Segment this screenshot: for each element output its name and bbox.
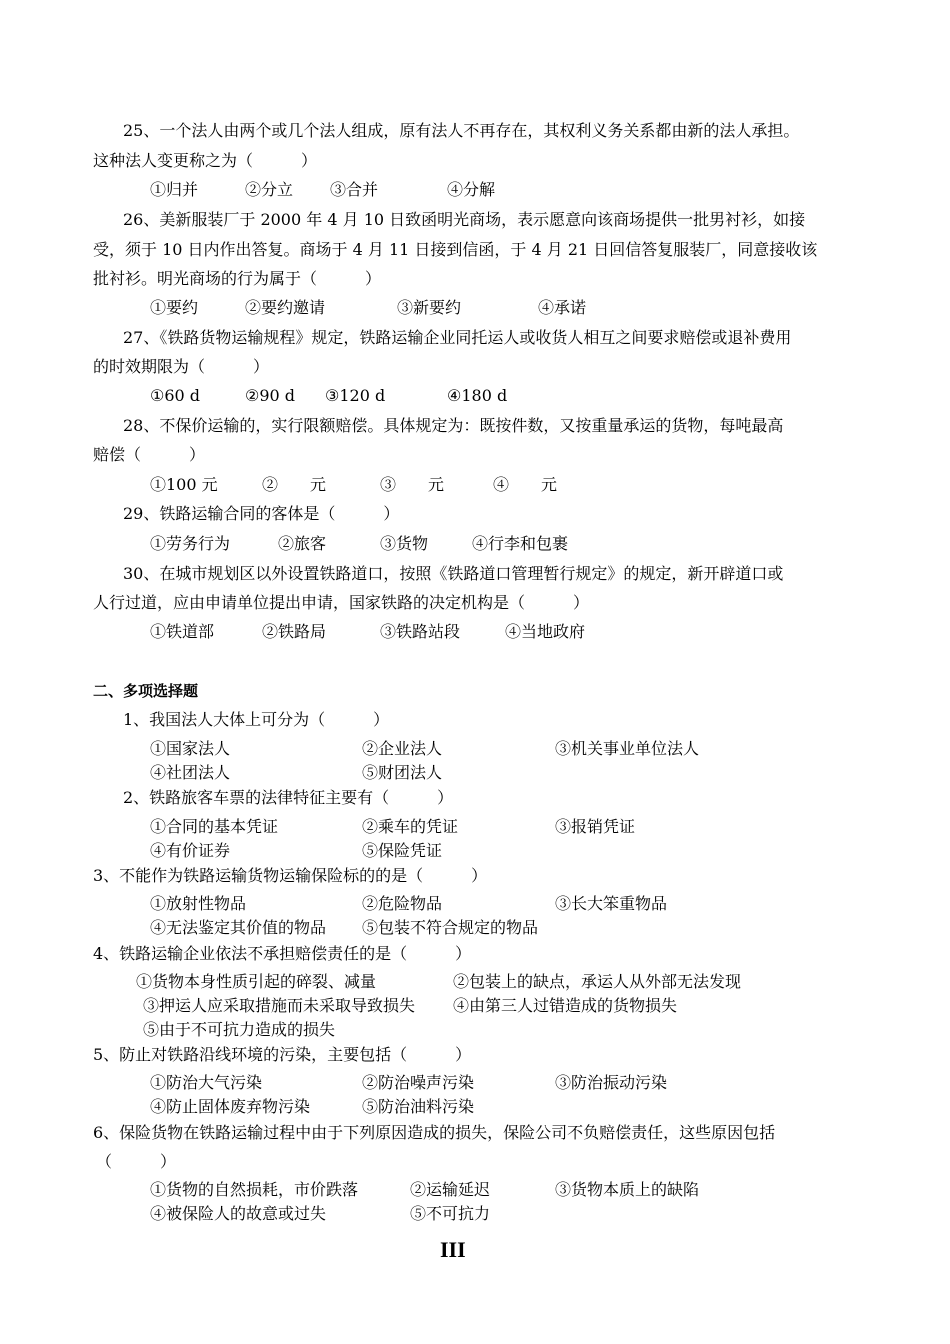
q26-line-1: 26、美新服装厂于 2000 年 4 月 10 日致函明光商场，表示愿意向该商场提供一批男衬衫，如接 — [123, 210, 806, 229]
m6-option-3: ③货物本质上的缺陷 — [555, 1180, 700, 1199]
m2-option-3: ③报销凭证 — [555, 817, 636, 836]
q28-line-1: 28、不保价运输的，实行限额赔偿。具体规定为：既按件数，又按重量承运的货物，每吨最高 — [123, 416, 784, 435]
m6-option-4: ④被保险人的故意或过失 — [150, 1204, 327, 1223]
q29-line-1: 29、铁路运输合同的客体是（ ） — [123, 504, 400, 523]
m1-option-5: ⑤财团法人 — [362, 763, 443, 782]
q25-option-2: ②分立 — [245, 180, 294, 199]
q30-line-2: 人行过道，应由申请单位提出申请，国家铁路的决定机构是（ ） — [93, 593, 590, 612]
m1-option-2: ②企业法人 — [362, 739, 443, 758]
q26-option-2: ②要约邀请 — [245, 298, 326, 317]
q25-option-3: ③合并 — [330, 180, 379, 199]
q26-line-2: 受，须于 10 日内作出答复。商场于 4 月 11 日接到信函，于 4 月 21 日回信答复服装厂，同意接收该 — [93, 240, 818, 259]
q26-option-3: ③新要约 — [397, 298, 462, 317]
q30-option-1: ①铁道部 — [150, 622, 215, 641]
m3-option-3: ③长大笨重物品 — [555, 894, 668, 913]
m3-option-2: ②危险物品 — [362, 894, 443, 913]
m4-option-1: ①货物本身性质引起的碎裂、减量 — [136, 972, 377, 991]
m5-option-2: ②防治噪声污染 — [362, 1073, 475, 1092]
m5-line-1: 5、防止对铁路沿线环境的污染，主要包括（ ） — [93, 1045, 472, 1064]
m2-option-4: ④有价证券 — [150, 841, 231, 860]
m6-line-2: （ ） — [96, 1152, 177, 1171]
q27-option-3: ③120 d — [325, 386, 386, 405]
m3-line-1: 3、不能作为铁路运输货物运输保险标的的是（ ） — [93, 866, 488, 885]
m2-option-1: ①合同的基本凭证 — [150, 817, 279, 836]
m6-option-5: ⑤不可抗力 — [410, 1204, 491, 1223]
q28-line-2: 赔偿（ ） — [93, 445, 206, 464]
q30-option-3: ③铁路站段 — [380, 622, 461, 641]
m6-option-2: ②运输延迟 — [410, 1180, 491, 1199]
q25-line-1: 25、一个法人由两个或几个法人组成，原有法人不再存在，其权利义务关系都由新的法人承担。 — [123, 121, 800, 140]
m3-option-5: ⑤包装不符合规定的物品 — [362, 918, 539, 937]
m2-line-1: 2、铁路旅客车票的法律特征主要有（ ） — [123, 788, 454, 807]
m5-option-3: ③防治振动污染 — [555, 1073, 668, 1092]
m4-line-1: 4、铁路运输企业依法不承担赔偿责任的是（ ） — [93, 944, 472, 963]
q25-option-4: ④分解 — [447, 180, 496, 199]
m1-option-3: ③机关事业单位法人 — [555, 739, 700, 758]
m4-option-3: ③押运人应采取措施而未采取导致损失 — [143, 996, 416, 1015]
q29-option-4: ④行李和包裹 — [472, 534, 569, 553]
m1-option-1: ①国家法人 — [150, 739, 231, 758]
q27-option-2: ②90 d — [245, 386, 296, 405]
q27-option-4: ④180 d — [447, 386, 508, 405]
m4-option-2: ②包装上的缺点，承运人从外部无法发现 — [453, 972, 742, 991]
q25-option-1: ①归并 — [150, 180, 199, 199]
q30-option-4: ④当地政府 — [505, 622, 586, 641]
q28-option-2: ② 元 — [262, 475, 327, 494]
m1-line-1: 1、我国法人大体上可分为（ ） — [123, 710, 390, 729]
m3-option-4: ④无法鉴定其价值的物品 — [150, 918, 327, 937]
m1-option-4: ④社团法人 — [150, 763, 231, 782]
section-heading: 二、多项选择题 — [93, 682, 199, 700]
m2-option-2: ②乘车的凭证 — [362, 817, 459, 836]
m6-line-1: 6、保险货物在铁路运输过程中由于下列原因造成的损失，保险公司不负赔偿责任，这些原因包括 — [93, 1123, 776, 1142]
m4-option-4: ④由第三人过错造成的货物损失 — [453, 996, 678, 1015]
m5-option-4: ④防止固体废弃物污染 — [150, 1097, 311, 1116]
q28-option-4: ④ 元 — [493, 475, 558, 494]
q26-option-4: ④承诺 — [538, 298, 587, 317]
m4-option-5: ⑤由于不可抗力造成的损失 — [143, 1020, 336, 1039]
q26-option-1: ①要约 — [150, 298, 199, 317]
q29-option-1: ①劳务行为 — [150, 534, 231, 553]
m6-option-1: ①货物的自然损耗，市价跌落 — [150, 1180, 359, 1199]
q27-option-1: ①60 d — [150, 386, 201, 405]
m5-option-1: ①防治大气污染 — [150, 1073, 263, 1092]
q27-line-2: 的时效期限为（ ） — [93, 357, 270, 376]
q29-option-2: ②旅客 — [278, 534, 327, 553]
m2-option-5: ⑤保险凭证 — [362, 841, 443, 860]
q25-line-2: 这种法人变更称之为（ ） — [93, 151, 318, 170]
q26-line-3: 批衬衫。明光商场的行为属于（ ） — [93, 269, 382, 288]
q28-option-1: ①100 元 — [150, 475, 218, 494]
m5-option-5: ⑤防治油料污染 — [362, 1097, 475, 1116]
q27-line-1: 27、《铁路货物运输规程》规定，铁路运输企业同托运人或收货人相互之间要求赔偿或退补费用 — [123, 328, 792, 347]
q28-option-3: ③ 元 — [380, 475, 445, 494]
q30-line-1: 30、在城市规划区以外设置铁路道口，按照《铁路道口管理暂行规定》的规定，新开辟道口或 — [123, 564, 784, 583]
page-number: III — [440, 1237, 466, 1262]
q30-option-2: ②铁路局 — [262, 622, 327, 641]
m3-option-1: ①放射性物品 — [150, 894, 247, 913]
q29-option-3: ③货物 — [380, 534, 429, 553]
